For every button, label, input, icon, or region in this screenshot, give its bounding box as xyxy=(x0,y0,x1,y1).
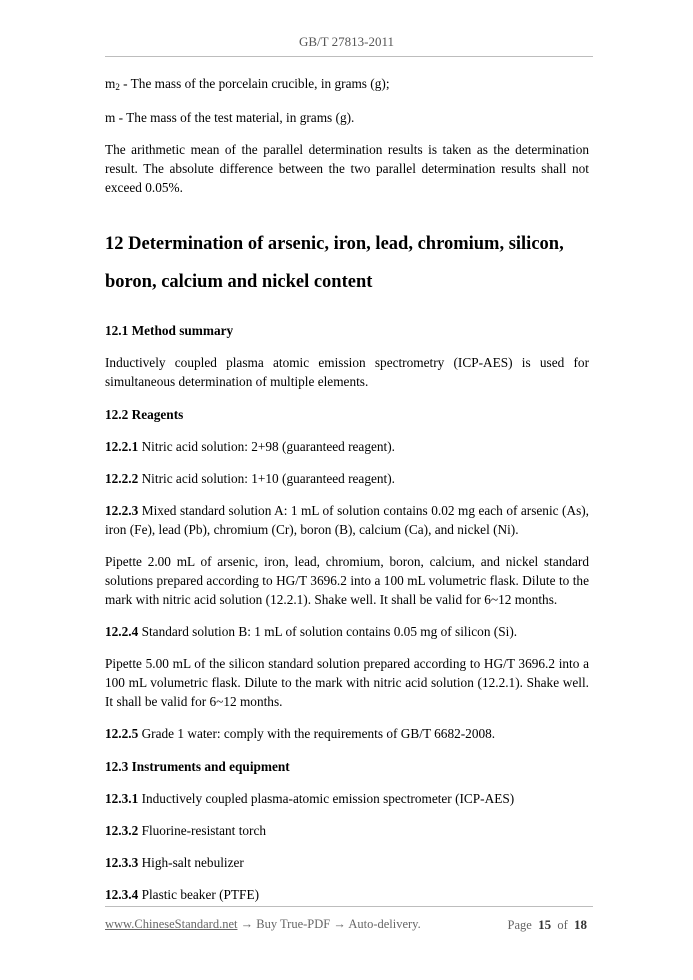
section-12-3-heading: 12.3 Instruments and equipment xyxy=(105,759,290,774)
clause-number: 12.2.2 xyxy=(105,471,139,486)
header-divider xyxy=(105,56,593,57)
m2-text: - The mass of the porcelain crucible, in grams (g); xyxy=(119,76,390,91)
clause-number: 12.2.4 xyxy=(105,624,139,639)
clause-12-3-1 xyxy=(105,789,589,808)
clause-number: 12.3.4 xyxy=(105,887,139,902)
buy-link[interactable]: Buy True-PDF xyxy=(256,917,331,931)
clause-number: 12.3.1 xyxy=(105,791,139,806)
delivery-text: Auto-delivery. xyxy=(348,917,421,931)
clause-text: Nitric acid solution: 1+10 (guaranteed reagent). xyxy=(138,471,395,486)
mean-paragraph: The arithmetic mean of the parallel determination results is taken as the determination result. The absolute difference between the two parallel determination results shall not exceed 0.05%. xyxy=(105,142,589,195)
page-content xyxy=(105,74,589,904)
clause-12-2-3-paragraph: Pipette 2.00 mL of arsenic, iron, lead, chromium, boron, calcium, and nickel standard solutions prepared according to HG/T 3696.2 into a 100 mL volumetric flask. Dilute to the mark with nitric acid solution (12.2.1). Shake well. It shall be valid for 6~12 months. xyxy=(105,554,589,607)
footer-links xyxy=(105,917,421,932)
clause-text: Inductively coupled plasma-atomic emission spectrometer (ICP-AES) xyxy=(138,791,515,806)
m2-definition xyxy=(105,74,589,95)
clause-12-2-4 xyxy=(105,622,589,641)
arrow-right-icon: → xyxy=(330,917,349,931)
section-12-1-text: Inductively coupled plasma atomic emission spectrometry (ICP-AES) is used for simultaneous determination of multiple elements. xyxy=(105,355,589,389)
clause-text: Mixed standard solution A: 1 mL of solution contains 0.02 mg each of arsenic (As), iron (Fe), lead (Pb), chromium (Cr), boron (B), calcium (Ca), and nickel (Ni). xyxy=(105,503,589,537)
site-link[interactable]: www.ChineseStandard.net xyxy=(105,917,238,931)
page-label: Page xyxy=(507,918,532,932)
clause-text: Standard solution B: 1 mL of solution contains 0.05 mg of silicon (Si). xyxy=(138,624,518,639)
total-pages: 18 xyxy=(574,917,587,932)
m2-subscript: 2 xyxy=(115,82,120,92)
m-definition: m - The mass of the test material, in grams (g). xyxy=(105,110,355,125)
clause-12-3-4 xyxy=(105,885,589,904)
of-label: of xyxy=(557,918,568,932)
running-header: GB/T 27813-2011 xyxy=(299,34,394,49)
m2-symbol: m xyxy=(105,76,116,91)
section-12-heading: 12 Determination of arsenic, iron, lead, chromium, silicon, boron, calcium and nickel content xyxy=(105,234,564,292)
footer-divider xyxy=(105,906,593,907)
clause-text: High-salt nebulizer xyxy=(138,855,244,870)
clause-number: 12.2.5 xyxy=(105,726,139,741)
clause-12-3-3 xyxy=(105,853,589,872)
clause-number: 12.2.3 xyxy=(105,503,139,518)
clause-text: Plastic beaker (PTFE) xyxy=(138,887,259,902)
clause-12-3-2 xyxy=(105,821,589,840)
section-12-1-heading: 12.1 Method summary xyxy=(105,323,234,338)
clause-12-2-5 xyxy=(105,724,589,743)
page-indicator xyxy=(508,917,587,933)
clause-12-2-1 xyxy=(105,437,589,456)
clause-12-2-3 xyxy=(105,501,589,539)
clause-number: 12.3.2 xyxy=(105,823,139,838)
clause-text: Fluorine-resistant torch xyxy=(138,823,267,838)
clause-12-2-2 xyxy=(105,469,589,488)
clause-number: 12.2.1 xyxy=(105,439,139,454)
clause-number: 12.3.3 xyxy=(105,855,139,870)
clause-text: Grade 1 water: comply with the requirements of GB/T 6682-2008. xyxy=(138,726,496,741)
clause-text: Nitric acid solution: 2+98 (guaranteed reagent). xyxy=(138,439,395,454)
arrow-right-icon: → xyxy=(237,917,257,931)
section-12-2-heading: 12.2 Reagents xyxy=(105,407,184,422)
current-page: 15 xyxy=(538,917,552,932)
clause-12-2-4-paragraph: Pipette 5.00 mL of the silicon standard solution prepared according to HG/T 3696.2 into a 100 mL volumetric flask. Dilute to the mark with nitric acid solution (12.2.1). Shake well. It shall be valid for 6~12 months. xyxy=(105,656,589,709)
